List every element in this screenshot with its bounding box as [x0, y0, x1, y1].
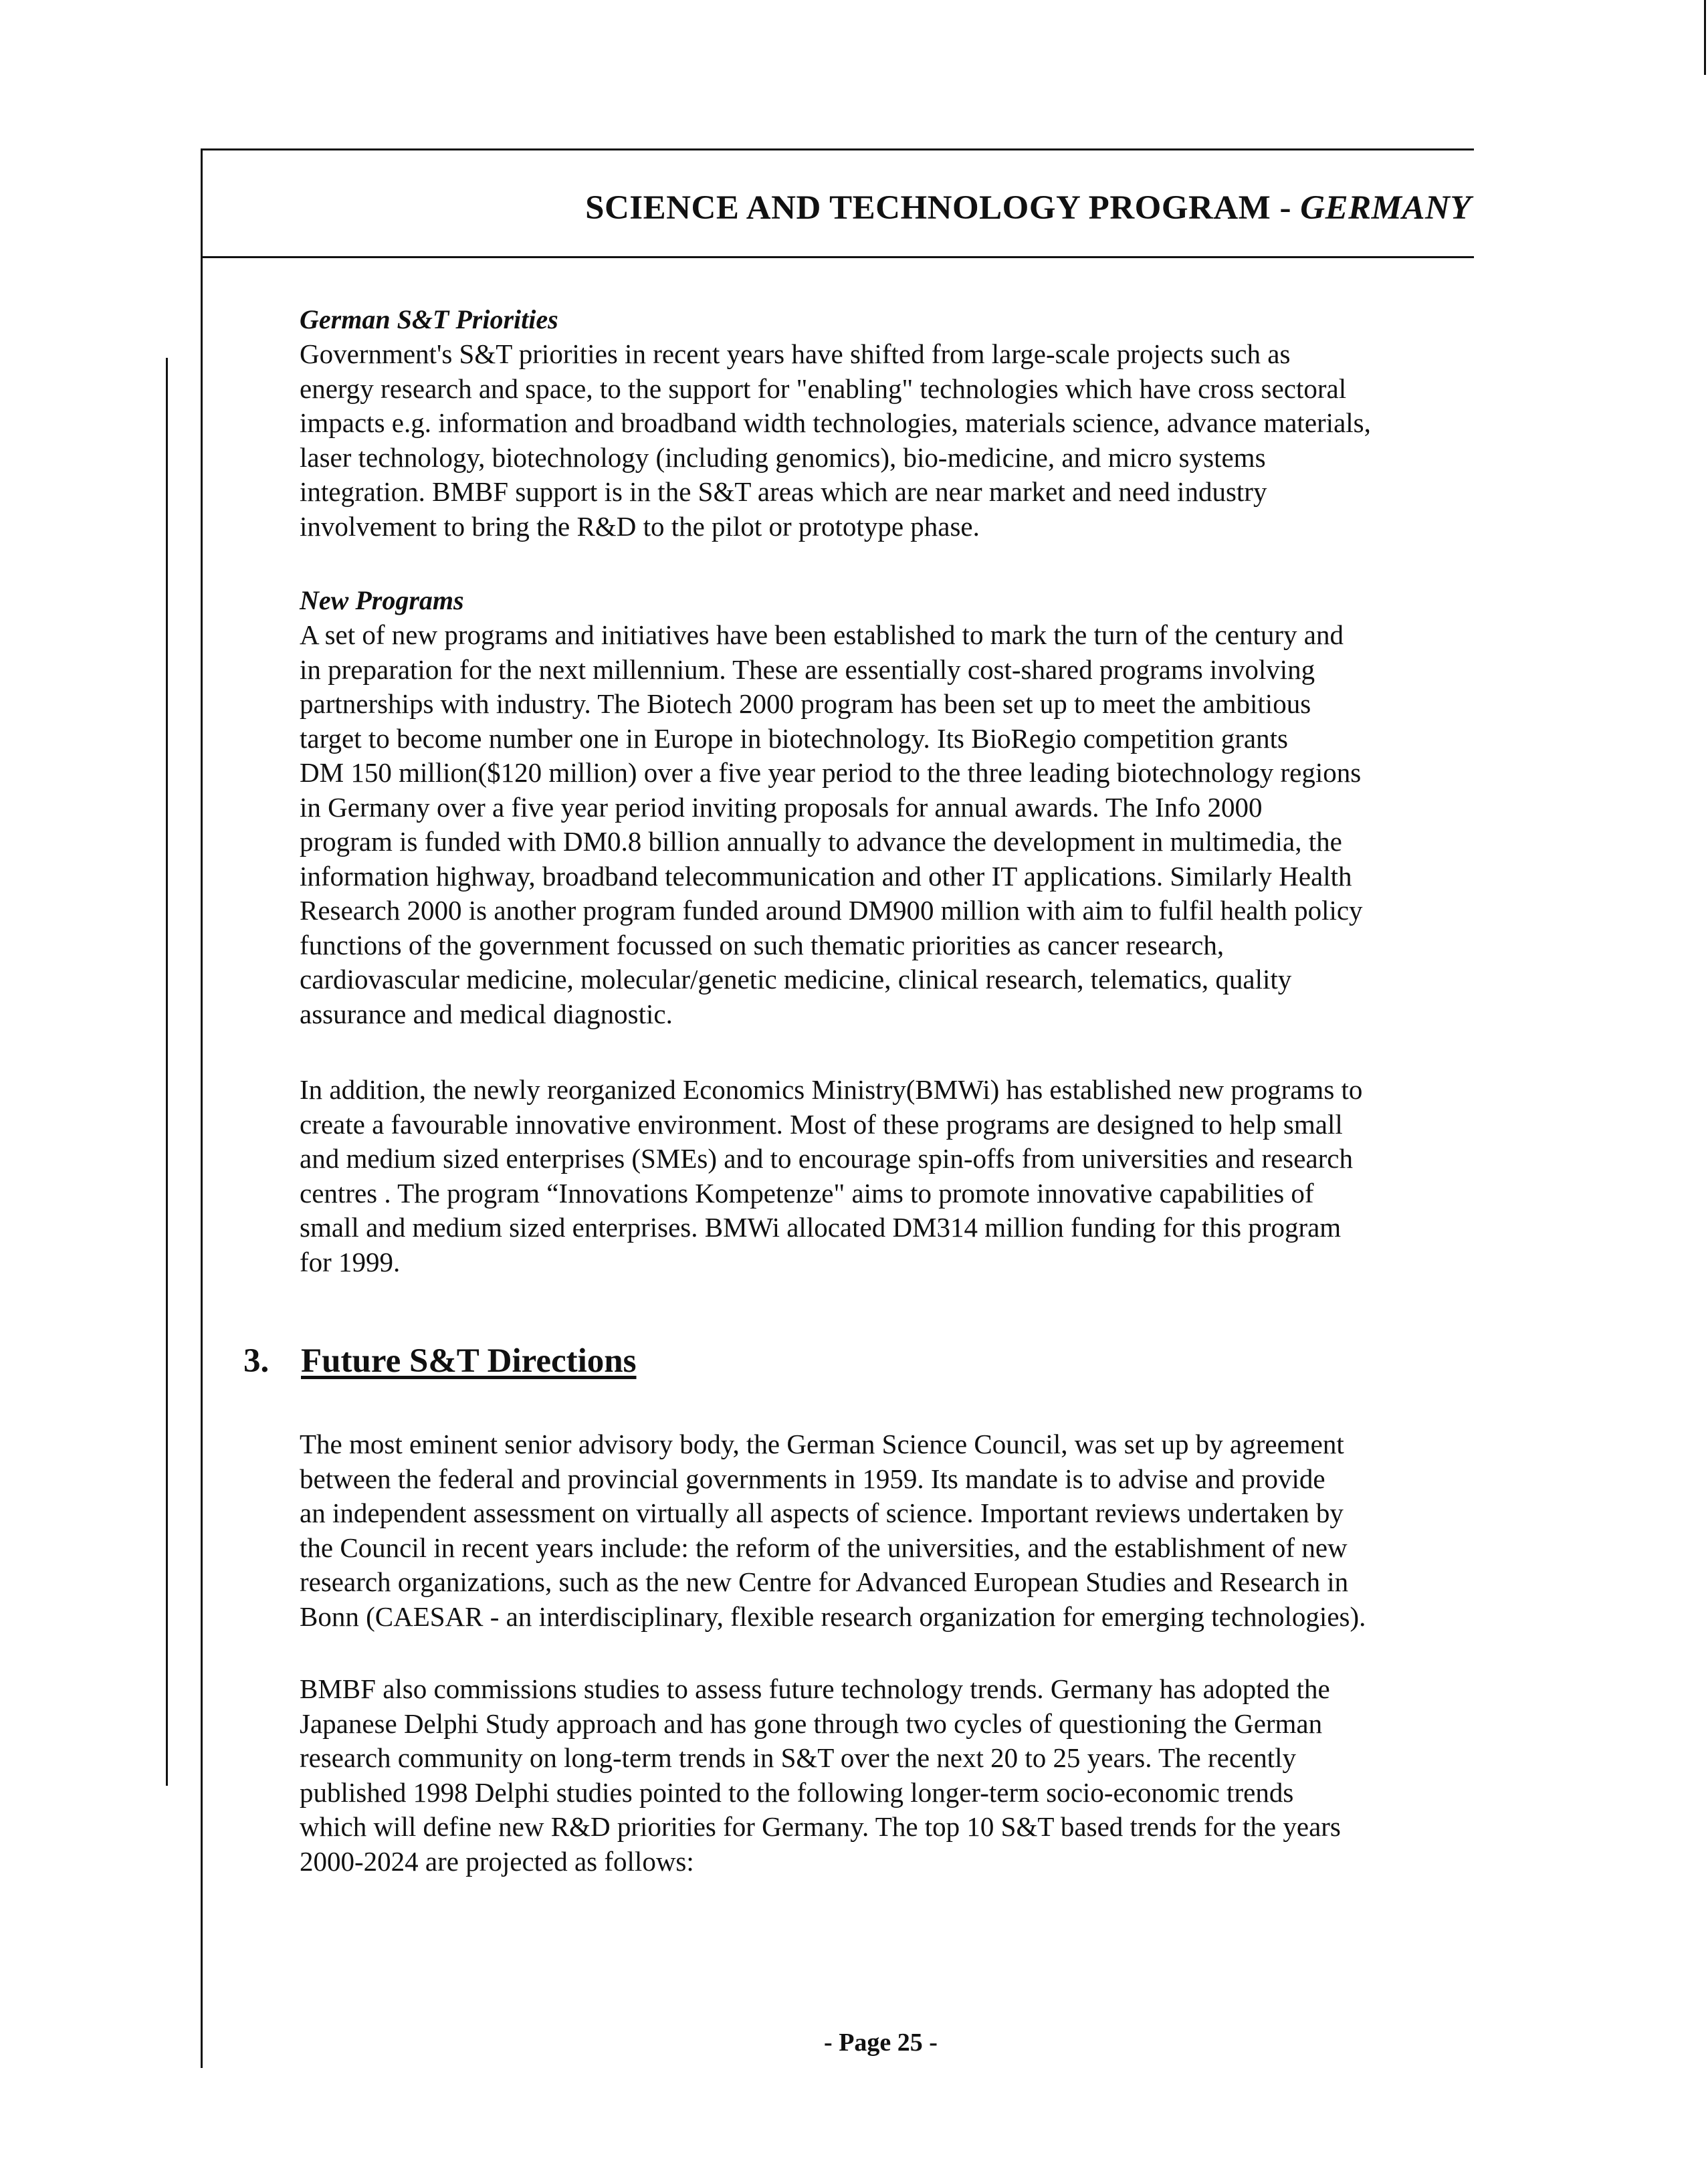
future-paragraph-1 — [300, 1427, 1477, 1634]
text-line: published 1998 Delphi studies pointed to the following longer-term socio-economic trends — [300, 1776, 1294, 1808]
text-line: BMBF also commissions studies to assess future technology trends. Germany has adopted the — [300, 1673, 1330, 1704]
text-line: in preparation for the next millennium. These are essentially cost-shared programs involving — [300, 653, 1315, 685]
text-line: Japanese Delphi Study approach and has gone through two cycles of questioning the German — [300, 1708, 1323, 1739]
council-paragraph — [300, 1427, 1477, 1634]
section-new-programs — [300, 583, 1477, 1031]
page-header-title — [585, 189, 1471, 227]
change-bar-left — [166, 358, 168, 1786]
text-line: Government's S&T priorities in recent years have shifted from large-scale projects such as — [300, 338, 1291, 369]
bmwi-paragraph — [300, 1073, 1477, 1279]
text-line: DM 150 million($120 million) over a five year period to the three leading biotechnology regions — [300, 757, 1362, 788]
page-number: - Page 25 - — [824, 2029, 938, 2057]
text-line: the Council in recent years include: the reform of the universities, and the establishment of new — [300, 1532, 1348, 1563]
frame-left-border — [201, 148, 203, 2068]
text-line: between the federal and provincial governments in 1959. Its mandate is to advise and provide — [300, 1463, 1325, 1494]
text-line: partnerships with industry. The Biotech 2000 program has been set up to meet the ambitious — [300, 688, 1311, 719]
text-line: in Germany over a five year period inviting proposals for annual awards. The Info 2000 — [300, 791, 1263, 823]
header-title-main: SCIENCE AND TECHNOLOGY PROGRAM - — [585, 189, 1301, 227]
section-title: Future S&T Directions — [301, 1342, 637, 1380]
text-line: functions of the government focussed on such thematic priorities as cancer research, — [300, 929, 1224, 960]
scan-edge-mark — [1704, 0, 1706, 75]
text-line: small and medium sized enterprises. BMWi allocated DM314 million funding for this program — [300, 1212, 1342, 1243]
future-paragraph-2 — [300, 1672, 1477, 1879]
new-programs-heading: New Programs — [300, 585, 464, 615]
text-line: Research 2000 is another program funded around DM900 million with aim to fulfil health policy — [300, 895, 1363, 926]
future-directions-heading — [243, 1342, 637, 1380]
header-top-rule — [201, 148, 1474, 150]
text-line: 2000-2024 are projected as follows: — [300, 1845, 694, 1877]
text-line: In addition, the newly reorganized Economics Ministry(BMWi) has established new programs to — [300, 1074, 1363, 1105]
text-line: centres . The program “Innovations Kompetenze" aims to promote innovative capabilities of — [300, 1177, 1314, 1209]
priorities-paragraph — [300, 337, 1477, 544]
text-line: assurance and medical diagnostic. — [300, 998, 673, 1029]
text-line: research organizations, such as the new Centre for Advanced European Studies and Research in — [300, 1566, 1349, 1597]
text-line: create a favourable innovative environment. Most of these programs are designed to help small — [300, 1108, 1343, 1140]
text-line: program is funded with DM0.8 billion annually to advance the development in multimedia, the — [300, 826, 1342, 857]
text-line: integration. BMBF support is in the S&T areas which are near market and need industry — [300, 476, 1267, 507]
text-line: The most eminent senior advisory body, the German Science Council, was set up by agreement — [300, 1429, 1344, 1459]
priorities-heading: German S&T Priorities — [300, 304, 558, 334]
section-bmwi — [300, 1073, 1477, 1279]
text-line: an independent assessment on virtually all aspects of science. Important reviews undertaken by — [300, 1497, 1344, 1528]
text-line: A set of new programs and initiatives have been established to mark the turn of the century and — [300, 619, 1344, 650]
text-line: Bonn (CAESAR - an interdisciplinary, flexible research organization for emerging technologies). — [300, 1600, 1366, 1632]
text-line: cardiovascular medicine, molecular/genetic medicine, clinical research, telematics, quality — [300, 964, 1292, 995]
text-line: research community on long-term trends in S&T over the next 20 to 25 years. The recently — [300, 1742, 1297, 1773]
text-line: which will define new R&D priorities for Germany. The top 10 S&T based trends for the years — [300, 1811, 1341, 1842]
text-line: information highway, broadband telecommunication and other IT applications. Similarly Health — [300, 860, 1352, 892]
text-line: for 1999. — [300, 1246, 401, 1277]
header-bottom-rule — [201, 256, 1474, 258]
section-priorities — [300, 302, 1477, 544]
text-line: target to become number one in Europe in biotechnology. Its BioRegio competition grants — [300, 722, 1288, 754]
text-line: involvement to bring the R&D to the pilot or prototype phase. — [300, 510, 980, 542]
delphi-paragraph — [300, 1672, 1477, 1879]
page-footer — [0, 2028, 1708, 2057]
new-programs-paragraph — [300, 618, 1477, 1031]
header-title-country: GERMANY — [1300, 189, 1471, 227]
section-number: 3. — [243, 1342, 270, 1380]
text-line: impacts e.g. information and broadband width technologies, materials science, advance materials, — [300, 407, 1371, 438]
text-line: laser technology, biotechnology (including genomics), bio-medicine, and micro systems — [300, 441, 1266, 473]
text-line: and medium sized enterprises (SMEs) and to encourage spin-offs from universities and research — [300, 1143, 1353, 1174]
text-line: energy research and space, to the support for "enabling" technologies which have cross sectoral — [300, 373, 1347, 404]
